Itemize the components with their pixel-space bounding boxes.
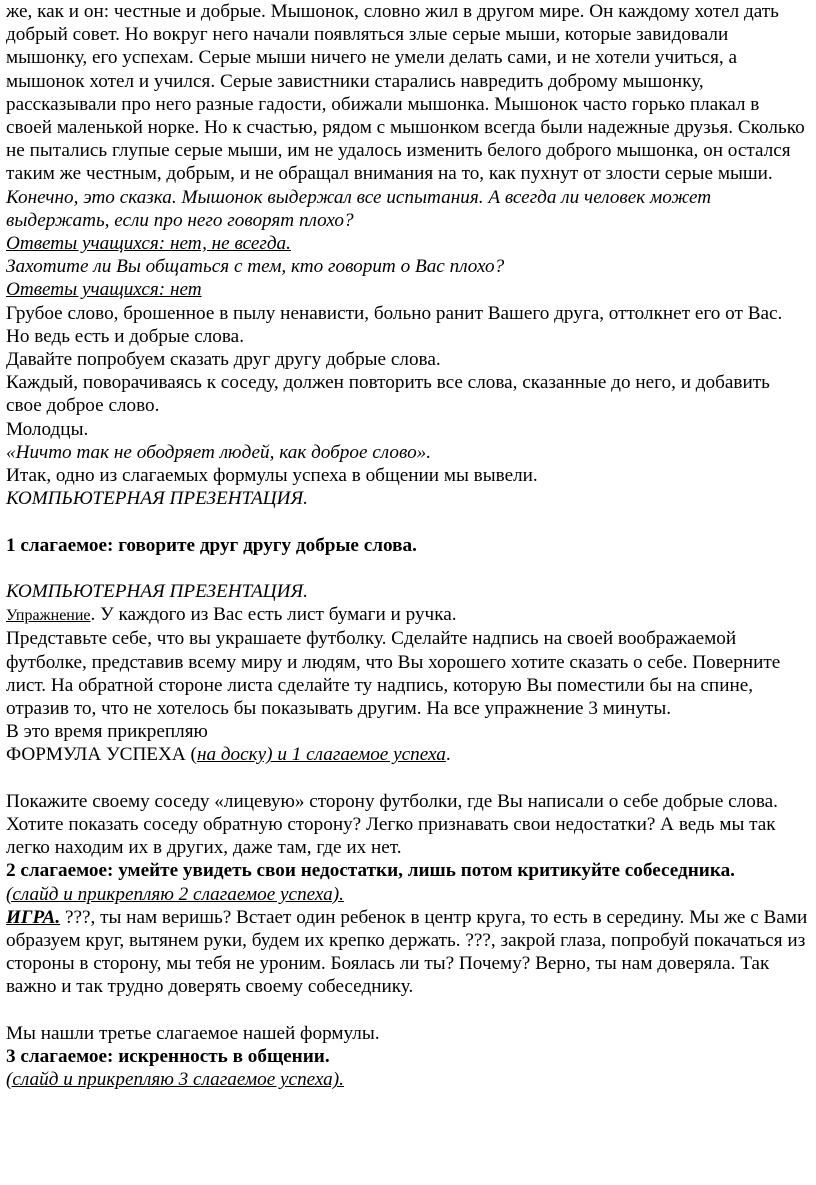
paragraph-third: Мы нашли третье слагаемое нашей формулы. bbox=[6, 1022, 380, 1044]
game-label: ИГРА. bbox=[6, 906, 61, 928]
formula-line bbox=[6, 743, 810, 766]
heading-component-2: 2 слагаемое: умейте увидеть свои недостатки, лишь потом критикуйте собеседника. bbox=[6, 860, 735, 882]
formula-board: на доску) и 1 слагаемое успеха bbox=[196, 744, 446, 766]
exercise-line bbox=[6, 603, 810, 627]
formula-suffix: . bbox=[445, 744, 451, 766]
blank-line bbox=[6, 510, 810, 533]
question-2: Захотите ли Вы общаться с тем, кто говорит о Вас плохо? bbox=[6, 256, 505, 278]
slide-note-2: (слайд и прикрепляю 2 слагаемое успеха). bbox=[6, 883, 344, 905]
exercise-text: . У каждого из Вас есть лист бумаги и ручка. bbox=[90, 604, 457, 626]
paragraph-kind-words: Давайте попробуем сказать друг другу добрые слова. bbox=[6, 349, 441, 371]
paragraph-attach: В это время прикрепляю bbox=[6, 721, 208, 743]
quote: «Ничто так не ободряет людей, как доброе слово». bbox=[6, 441, 432, 463]
blank-line bbox=[6, 557, 810, 580]
presentation-note-1: КОМПЬЮТЕРНАЯ ПРЕЗЕНТАЦИЯ. bbox=[6, 488, 308, 510]
story-paragraph: же, как и он: честные и добрые. Мышонок, словно жил в другом мире. Он каждому хотел дать добрый совет. Но вокруг него начали появляться злые серые мыши, которые завидовали мышонку, его успехам. Серые мыши ничего не умели делать сами, и не хотели учиться, а мышонок хотел и учился. Серые завистники старались навредить доброму мышонку, рассказывали про него разные гадости, обижали мышонка. Мышонок часто горько плакал в своей маленькой норке. Но к счастью, рядом с мышонком всегда были надежные друзья. Сколько не пытались глупые серые мыши, им не удалось изменить белого доброго мышонка, он остался таким же честным, добрым, и не обращал внимания на то, как пухнут от злости серые мыши. bbox=[6, 1, 805, 185]
slide-note-3: (слайд и прикрепляю 3 слагаемое успеха). bbox=[6, 1069, 344, 1091]
blank-line bbox=[6, 999, 810, 1022]
answer-2: Ответы учащихся: нет bbox=[6, 279, 202, 301]
answer-1: Ответы учащихся: нет, не всегда. bbox=[6, 233, 291, 255]
question-1: Конечно, это сказка. Мышонок выдержал все испытания. А всегда ли человек может выдержать, если про него говорят плохо? bbox=[6, 186, 712, 231]
formula-prefix: ФОРМУЛА УСПЕХА ( bbox=[6, 744, 197, 766]
heading-component-1: 1 слагаемое: говорите друг другу добрые слова. bbox=[6, 534, 417, 556]
paragraph-well-done: Молодцы. bbox=[6, 418, 89, 440]
paragraph-rude-word: Грубое слово, брошенное в пылу ненависти, больно ранит Вашего друга, оттолкнет его от Вас. Но ведь есть и добрые слова. bbox=[6, 302, 783, 347]
exercise-label: Упражнение bbox=[6, 607, 91, 625]
game-paragraph bbox=[6, 906, 810, 999]
game-text: ???, ты нам веришь? Встает один ребенок в центр круга, то есть в середину. Мы же с Вами образуем круг, вытянем руки, будем их крепко держать. ???, закрой глаза, попробуй покачаться из стороны в сторону, мы тебя не уроним. Боялась ли ты? Почему? Верно, ты нам доверяла. Так важно и так трудно доверять своему собеседнику. bbox=[6, 906, 808, 998]
blank-line bbox=[6, 767, 810, 790]
heading-component-3: 3 слагаемое: искренность в общении. bbox=[6, 1046, 330, 1068]
paragraph-summary: Итак, одно из слагаемых формулы успеха в общении мы вывели. bbox=[6, 465, 538, 487]
paragraph-tshirt: Представьте себе, что вы украшаете футболку. Сделайте надпись на своей воображаемой футболке, представив всему миру и людям, что Вы хорошего хотите сказать о себе. Поверните лист. На обратной стороне листа сделайте ту надпись, которую Вы поместили бы на спине, отразив то, что не хотелось бы показывать другим. На все упражнение 3 минуты. bbox=[6, 628, 781, 720]
paragraph-show-neighbor: Покажите своему соседу «лицевую» сторону футболки, где Вы написали о себе добрые слова. Хотите показать соседу обратную сторону? Легко признавать свои недостатки? А ведь мы так легко находим их в других, даже там, где их нет. bbox=[6, 790, 778, 859]
paragraph-each-neighbor: Каждый, поворачиваясь к соседу, должен повторить все слова, сказанные до него, и добавить свое доброе слово. bbox=[6, 372, 770, 417]
presentation-note-2: КОМПЬЮТЕРНАЯ ПРЕЗЕНТАЦИЯ. bbox=[6, 581, 308, 603]
